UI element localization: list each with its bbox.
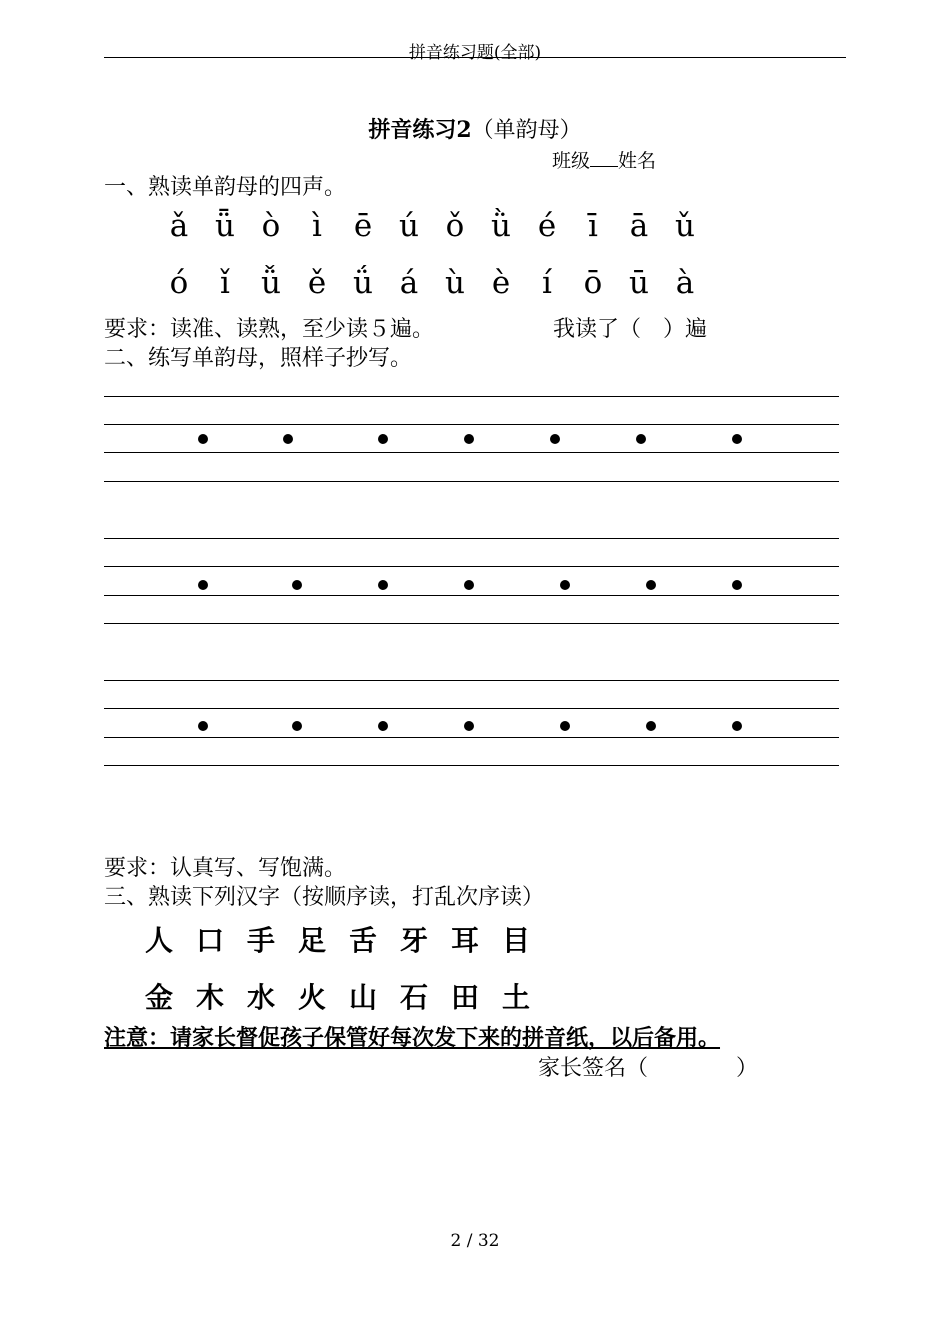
- class-name-line: [552, 146, 656, 173]
- writing-line: [104, 452, 839, 453]
- writing-line: [104, 737, 839, 738]
- hanzi-char: 口: [196, 924, 225, 957]
- pinyin-final: ǖ: [215, 208, 235, 244]
- pinyin-final: ǚ: [261, 265, 281, 301]
- writing-line: [104, 680, 839, 681]
- hanzi-char: 舌: [349, 924, 378, 957]
- sample-dot: [198, 434, 208, 444]
- writing-line: [104, 481, 839, 482]
- sample-dot: [292, 721, 302, 731]
- sample-dot: [560, 580, 570, 590]
- running-header: 拼音练习题(全部): [408, 43, 542, 63]
- class-blank: [590, 150, 618, 167]
- pinyin-final: à: [675, 265, 695, 301]
- section2-heading: 二、练写单韵母，照样子抄写。: [104, 346, 413, 371]
- writing-line: [104, 566, 839, 567]
- hanzi-char: 火: [298, 981, 327, 1014]
- pinyin-final: ú: [399, 208, 419, 244]
- sample-dot: [560, 721, 570, 731]
- page-number: 2 / 32: [450, 1231, 500, 1251]
- sample-dot: [292, 580, 302, 590]
- writing-line: [104, 424, 839, 425]
- pinyin-final: ǒ: [445, 208, 465, 244]
- sample-dot: [732, 434, 742, 444]
- hanzi-char: 木: [196, 981, 225, 1014]
- pinyin-final: ó: [169, 265, 189, 301]
- writing-line: [104, 396, 839, 397]
- sample-dot: [283, 434, 293, 444]
- section1-requirement: 要求：读准、读熟，至少读５遍。: [104, 317, 435, 342]
- sample-dot: [378, 580, 388, 590]
- pinyin-row-2: [156, 265, 708, 301]
- section2-requirement: 要求：认真写、写饱满。: [104, 856, 347, 881]
- pinyin-final: ū: [629, 265, 649, 301]
- pinyin-final: ì: [312, 208, 322, 244]
- sample-dot: [636, 434, 646, 444]
- pinyin-final: ē: [353, 208, 373, 244]
- class-label: 班级: [552, 150, 591, 172]
- hanzi-char: 水: [247, 981, 276, 1014]
- sample-dot: [464, 721, 474, 731]
- hanzi-char: 目: [502, 924, 531, 957]
- pinyin-final: ǜ: [491, 208, 511, 244]
- sample-dot: [378, 721, 388, 731]
- pinyin-final: è: [491, 265, 511, 301]
- hanzi-char: 土: [502, 981, 531, 1014]
- read-count: 我读了（ ）遍: [553, 317, 708, 342]
- hanzi-char: 田: [451, 981, 480, 1014]
- hanzi-row-2: [145, 976, 553, 1016]
- parent-note: 注意：请家长督促孩子保管好每次发下来的拼音纸，以后备用。: [104, 1025, 721, 1051]
- pinyin-final: ǔ: [675, 208, 695, 244]
- pinyin-final: é: [537, 208, 557, 244]
- pinyin-row-1: [156, 208, 708, 244]
- title-main: 拼音练习2: [368, 117, 472, 143]
- sample-dot: [198, 580, 208, 590]
- title-sub: （单韵母）: [471, 118, 582, 143]
- writing-line: [104, 538, 839, 539]
- pinyin-final: ō: [583, 265, 603, 301]
- sample-dot: [646, 721, 656, 731]
- hanzi-char: 足: [298, 924, 327, 957]
- hanzi-char: 山: [349, 981, 378, 1014]
- sample-dot: [198, 721, 208, 731]
- writing-line: [104, 595, 839, 596]
- pinyin-final: ī: [588, 208, 598, 244]
- hanzi-char: 牙: [400, 924, 429, 957]
- sample-dot: [464, 580, 474, 590]
- pinyin-final: á: [399, 265, 419, 301]
- pinyin-final: ǘ: [353, 265, 373, 301]
- sample-dot: [378, 434, 388, 444]
- pinyin-final: ù: [445, 265, 465, 301]
- hanzi-char: 石: [400, 981, 429, 1014]
- writing-line: [104, 623, 839, 624]
- writing-line: [104, 765, 839, 766]
- sample-dot: [732, 580, 742, 590]
- pinyin-final: ǐ: [220, 265, 230, 301]
- writing-line: [104, 708, 839, 709]
- sample-dot: [732, 721, 742, 731]
- hanzi-char: 金: [145, 981, 174, 1014]
- pinyin-final: ā: [629, 208, 649, 244]
- section3-heading: 三、熟读下列汉字（按顺序读，打乱次序读）: [104, 885, 545, 910]
- header-rule: [104, 57, 846, 58]
- page-title: [0, 113, 950, 144]
- hanzi-char: 手: [247, 924, 276, 957]
- section1-heading: 一、熟读单韵母的四声。: [104, 175, 347, 200]
- hanzi-row-1: [145, 919, 553, 959]
- pinyin-final: ǎ: [169, 208, 189, 244]
- hanzi-char: 人: [145, 924, 174, 957]
- parent-signature: 家长签名（ ）: [538, 1056, 759, 1081]
- hanzi-char: 耳: [451, 924, 480, 957]
- name-label: 姓名: [618, 150, 657, 172]
- pinyin-final: ě: [307, 265, 327, 301]
- sample-dot: [464, 434, 474, 444]
- sample-dot: [646, 580, 656, 590]
- pinyin-final: ò: [261, 208, 281, 244]
- sample-dot: [550, 434, 560, 444]
- pinyin-final: í: [542, 265, 552, 301]
